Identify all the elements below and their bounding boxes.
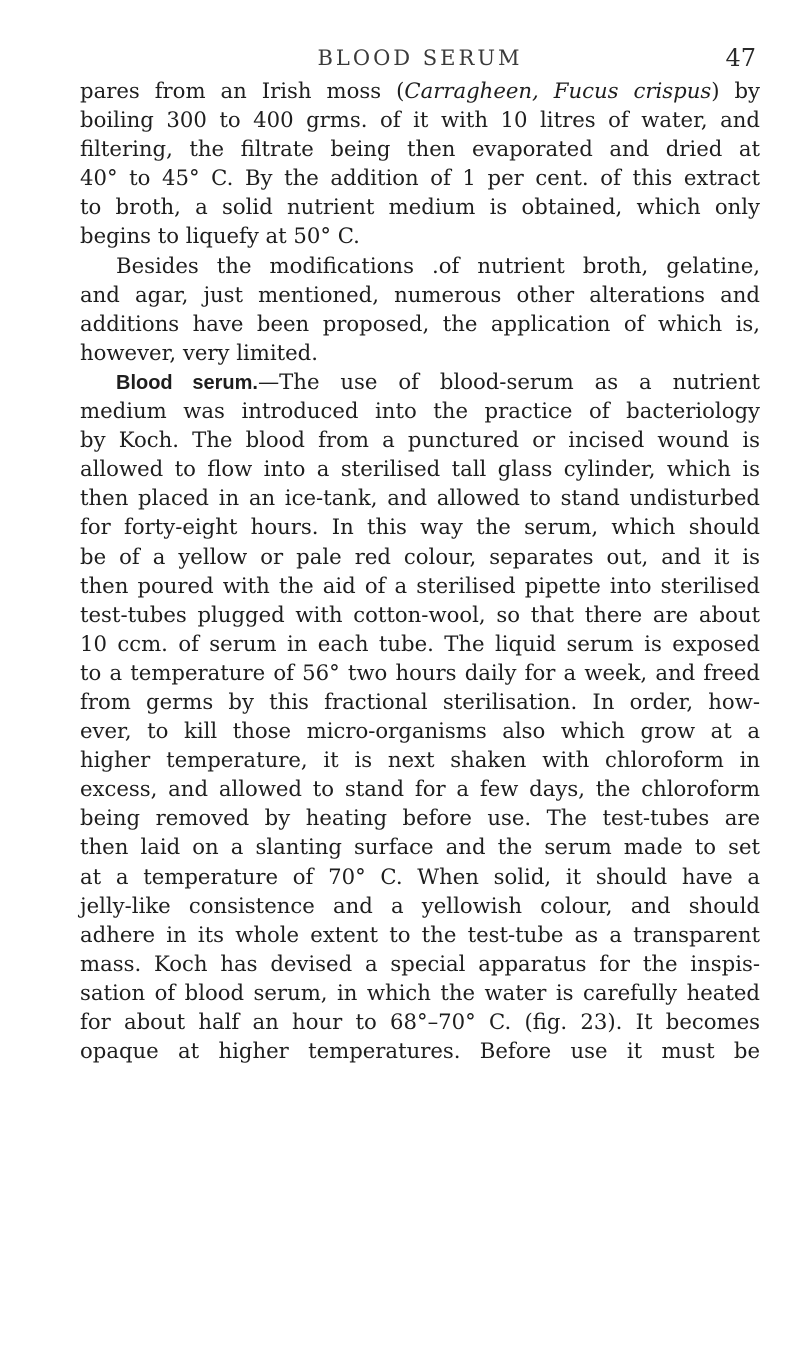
text-run: —The use of blood-serum as a nutrient xyxy=(257,368,761,394)
text-line xyxy=(80,1036,760,1065)
page-number: 47 xyxy=(725,44,756,72)
text-run: test-tubes plugged with cotton-wool, so that there are about xyxy=(80,601,760,627)
paragraph xyxy=(80,367,760,1065)
text-line xyxy=(80,745,760,774)
text-run: then placed in an ice-tank, and allowed to stand undisturbed xyxy=(80,485,760,511)
text-run: opaque at higher temperatures. Before use it must be xyxy=(80,1038,760,1064)
text-line xyxy=(80,978,760,1007)
text-run: medium was introduced into the practice of bacteriology xyxy=(80,398,760,424)
text-line xyxy=(80,629,760,658)
text-line xyxy=(80,309,760,338)
text-line xyxy=(80,920,760,949)
text-run: at a temperature of 70° C. When solid, it should have a xyxy=(80,863,760,889)
text-line xyxy=(80,483,760,512)
text-line xyxy=(80,76,760,105)
text-run: mass. Koch has devised a special apparatus for the inspis- xyxy=(80,950,760,976)
text-run: to a temperature of 56° two hours daily for a week, and freed xyxy=(80,659,760,685)
text-line xyxy=(80,221,760,250)
section-heading: Blood serum. xyxy=(116,371,258,394)
text-run: from germs by this fractional sterilisation. In order, how- xyxy=(80,688,760,714)
text-run: higher temperature, it is next shaken with chloroform in xyxy=(80,747,760,773)
text-run: ) by xyxy=(711,78,760,103)
text-line xyxy=(80,1007,760,1036)
text-line xyxy=(80,832,760,861)
text-line xyxy=(80,774,760,803)
text-run: additions have been proposed, the application of which is, xyxy=(80,310,760,336)
text-run: excess, and allowed to stand for a few days, the chloroform xyxy=(80,776,760,802)
text-line xyxy=(80,396,760,425)
text-line xyxy=(80,571,760,600)
text-run: filtering, the filtrate being then evaporated and dried at xyxy=(80,136,760,162)
text-line xyxy=(80,716,760,745)
text-line xyxy=(80,803,760,832)
text-line xyxy=(80,862,760,891)
text-line xyxy=(80,280,760,309)
text-run: for about half an hour to 68°–70° C. (fig. 23). It becomes xyxy=(80,1009,760,1034)
text-line xyxy=(80,251,760,280)
running-head xyxy=(80,46,760,76)
text-run: adhere in its whole extent to the test-tube as a transparent xyxy=(80,921,760,947)
text-run: allowed to flow into a sterilised tall glass cylinder, which is xyxy=(80,456,760,482)
text-line xyxy=(80,192,760,221)
text-line xyxy=(80,687,760,716)
text-line xyxy=(80,105,760,134)
text-line xyxy=(80,367,760,396)
text-run: for forty-eight hours. In this way the serum, which should xyxy=(80,514,760,540)
text-run: ever, to kill those micro-organisms also which grow at a xyxy=(80,718,760,744)
text-run: pares from an Irish moss ( xyxy=(80,78,405,103)
text-line xyxy=(80,949,760,978)
paragraph xyxy=(80,76,760,251)
text-line xyxy=(80,425,760,454)
body-text xyxy=(80,76,760,1065)
text-run: and agar, just mentioned, numerous other alterations and xyxy=(80,281,760,307)
text-line xyxy=(80,338,760,367)
text-run: to broth, a solid nutrient medium is obtained, which only xyxy=(80,194,760,220)
text-run: then laid on a slanting surface and the serum made to set xyxy=(80,834,760,860)
text-run: Besides the modifications .of nutrient broth, gelatine, xyxy=(116,252,760,278)
text-run: 40° to 45° C. By the addition of 1 per cent. of this extract xyxy=(80,165,760,191)
text-line xyxy=(80,891,760,920)
text-run: jelly-like consistence and a yellowish colour, and should xyxy=(80,892,760,918)
text-line xyxy=(80,658,760,687)
running-title: BLOOD SERUM xyxy=(317,46,523,70)
text-run: 10 ccm. of serum in each tube. The liquid serum is exposed xyxy=(80,630,760,656)
text-run: by Koch. The blood from a punctured or incised wound is xyxy=(80,427,760,453)
text-line xyxy=(80,134,760,163)
text-line xyxy=(80,454,760,483)
paragraph xyxy=(80,251,760,367)
text-line xyxy=(80,512,760,541)
text-run: boiling 300 to 400 grms. of it with 10 litres of water, and xyxy=(80,107,760,133)
text-run: sation of blood serum, in which the water is carefully heated xyxy=(80,979,760,1005)
text-line xyxy=(80,600,760,629)
text-line xyxy=(80,163,760,192)
text-run: then poured with the aid of a sterilised pipette into sterilised xyxy=(80,572,760,598)
text-run: however, very limited. xyxy=(80,339,318,365)
text-run: be of a yellow or pale red colour, separates out, and it is xyxy=(80,543,760,569)
text-run: begins to liquefy at 50° C. xyxy=(80,223,360,249)
text-line xyxy=(80,542,760,571)
italic-term: Carragheen, Fucus crispus xyxy=(404,78,712,103)
text-run: being removed by heating before use. The test-tubes are xyxy=(80,805,760,831)
